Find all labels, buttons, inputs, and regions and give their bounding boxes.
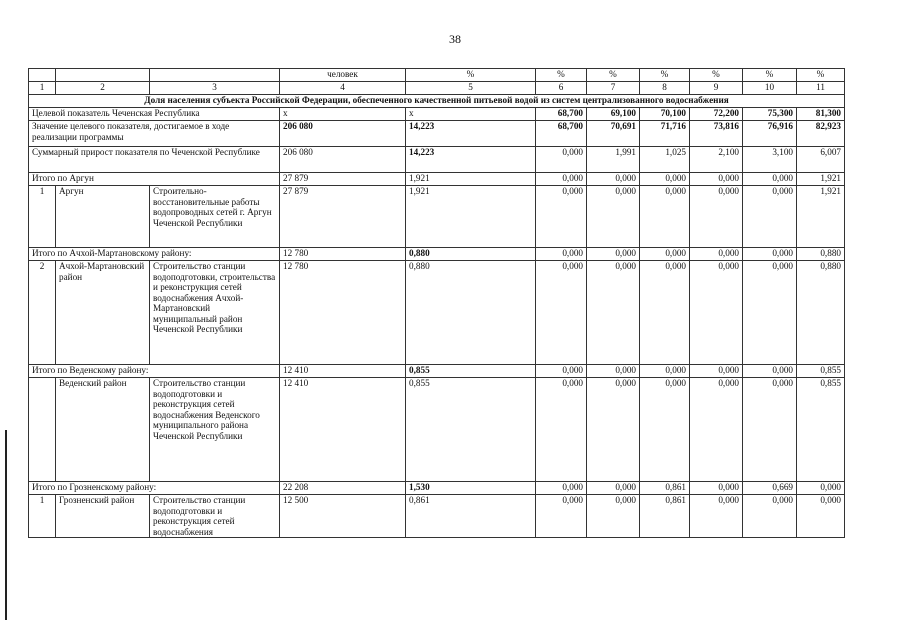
year-value: 81,300 xyxy=(797,108,845,121)
district-name: Грозненский район xyxy=(56,495,150,538)
district-total-label: Итого по Ачхой-Мартановскому району: xyxy=(29,248,280,261)
column-index: 6 xyxy=(536,82,587,95)
population-value: 12 410 xyxy=(280,365,406,378)
year-value: 3,100 xyxy=(743,147,797,173)
year-value: 0,000 xyxy=(690,482,743,495)
increase-value: 0,855 xyxy=(406,365,536,378)
year-value: 0,000 xyxy=(536,378,587,482)
unit-cell: % xyxy=(406,69,536,82)
year-value: 0,000 xyxy=(743,261,797,365)
year-value: 0,000 xyxy=(536,173,587,186)
population-value: 206 080 xyxy=(280,147,406,173)
project-row xyxy=(29,378,845,482)
year-value: 0,000 xyxy=(536,365,587,378)
section-title: Доля населения субъекта Российской Федерации, обеспеченного качественной питьевой водой из систем централизованного водоснабжения xyxy=(29,95,845,108)
district-total-label: Итого по Грозненскому району: xyxy=(29,482,280,495)
summary-label: Суммарный прирост показателя по Чеченской Республике xyxy=(29,147,280,173)
row-number: 1 xyxy=(29,186,56,248)
year-value: 1,921 xyxy=(797,186,845,248)
year-value: 70,100 xyxy=(640,108,690,121)
increase-value: 14,223 xyxy=(406,121,536,147)
year-value: 0,000 xyxy=(690,495,743,538)
year-value: 1,921 xyxy=(797,173,845,186)
population-value: 27 879 xyxy=(280,186,406,248)
year-value: 0,000 xyxy=(640,186,690,248)
year-value: 0,000 xyxy=(797,495,845,538)
year-value: 0,669 xyxy=(743,482,797,495)
year-value: 68,700 xyxy=(536,121,587,147)
unit-cell xyxy=(150,69,280,82)
project-description: Строительство станции водоподготовки и реконструкция сетей водоснабжения xyxy=(150,495,280,538)
population-value: x xyxy=(280,108,406,121)
district-name: Аргун xyxy=(56,186,150,248)
column-index: 8 xyxy=(640,82,690,95)
year-value: 71,716 xyxy=(640,121,690,147)
unit-cell: % xyxy=(743,69,797,82)
units-row xyxy=(29,69,845,82)
population-value: 27 879 xyxy=(280,173,406,186)
column-index: 10 xyxy=(743,82,797,95)
summary-label: Итого по Аргун xyxy=(29,173,280,186)
row-number xyxy=(29,378,56,482)
increase-value: 1,921 xyxy=(406,186,536,248)
year-value: 0,855 xyxy=(797,378,845,482)
year-value: 0,000 xyxy=(690,365,743,378)
summary-row xyxy=(29,121,845,147)
year-value: 1,025 xyxy=(640,147,690,173)
column-index: 11 xyxy=(797,82,845,95)
population-value: 12 410 xyxy=(280,378,406,482)
column-index: 4 xyxy=(280,82,406,95)
year-value: 0,000 xyxy=(587,365,640,378)
increase-value: 14,223 xyxy=(406,147,536,173)
increase-value: 0,880 xyxy=(406,261,536,365)
district-total-row xyxy=(29,482,845,495)
increase-value: x xyxy=(406,108,536,121)
year-value: 2,100 xyxy=(690,147,743,173)
year-value: 0,000 xyxy=(690,248,743,261)
year-value: 0,000 xyxy=(690,186,743,248)
year-value: 75,300 xyxy=(743,108,797,121)
unit-cell: % xyxy=(536,69,587,82)
project-row xyxy=(29,261,845,365)
year-value: 0,000 xyxy=(797,482,845,495)
year-value: 0,000 xyxy=(587,261,640,365)
year-value: 0,000 xyxy=(587,495,640,538)
district-total-row xyxy=(29,248,845,261)
section-title-row xyxy=(29,95,845,108)
year-value: 0,000 xyxy=(743,378,797,482)
margin-rule xyxy=(5,430,7,620)
population-value: 12 780 xyxy=(280,248,406,261)
summary-row xyxy=(29,108,845,121)
unit-cell xyxy=(56,69,150,82)
year-value: 0,861 xyxy=(640,482,690,495)
year-value: 0,880 xyxy=(797,261,845,365)
increase-value: 0,855 xyxy=(406,378,536,482)
year-value: 0,000 xyxy=(743,173,797,186)
year-value: 0,000 xyxy=(743,248,797,261)
year-value: 0,000 xyxy=(587,482,640,495)
district-total-label: Итого по Веденскому району: xyxy=(29,365,280,378)
year-value: 0,000 xyxy=(536,482,587,495)
project-row xyxy=(29,186,845,248)
year-value: 0,000 xyxy=(536,495,587,538)
year-value: 0,000 xyxy=(743,365,797,378)
year-value: 6,007 xyxy=(797,147,845,173)
column-index: 1 xyxy=(29,82,56,95)
year-value: 0,000 xyxy=(587,173,640,186)
page-number: 38 xyxy=(449,32,461,46)
district-name: Ачхой-Мартановский район xyxy=(56,261,150,365)
year-value: 0,000 xyxy=(536,261,587,365)
summary-label: Целевой показатель Чеченская Республика xyxy=(29,108,280,121)
year-value: 0,000 xyxy=(640,248,690,261)
year-value: 70,691 xyxy=(587,121,640,147)
column-index-row xyxy=(29,82,845,95)
project-description: Строительство станции водоподготовки и реконструкция сетей водоснабжения Веденского муниципального района Чеченской Республики xyxy=(150,378,280,482)
increase-value: 1,530 xyxy=(406,482,536,495)
year-value: 0,000 xyxy=(640,378,690,482)
unit-cell: % xyxy=(690,69,743,82)
increase-value: 0,861 xyxy=(406,495,536,538)
year-value: 0,855 xyxy=(797,365,845,378)
year-value: 82,923 xyxy=(797,121,845,147)
year-value: 69,100 xyxy=(587,108,640,121)
year-value: 0,000 xyxy=(640,173,690,186)
year-value: 0,000 xyxy=(743,186,797,248)
population-value: 22 208 xyxy=(280,482,406,495)
column-index: 2 xyxy=(56,82,150,95)
column-index: 9 xyxy=(690,82,743,95)
year-value: 0,000 xyxy=(536,147,587,173)
column-index: 3 xyxy=(150,82,280,95)
increase-value: 0,880 xyxy=(406,248,536,261)
column-index: 7 xyxy=(587,82,640,95)
population-value: 12 500 xyxy=(280,495,406,538)
year-value: 73,816 xyxy=(690,121,743,147)
unit-cell: % xyxy=(587,69,640,82)
year-value: 0,000 xyxy=(690,173,743,186)
year-value: 0,000 xyxy=(690,261,743,365)
row-number: 1 xyxy=(29,495,56,538)
year-value: 0,000 xyxy=(536,186,587,248)
year-value: 0,861 xyxy=(640,495,690,538)
year-value: 0,000 xyxy=(640,261,690,365)
summary-row xyxy=(29,173,845,186)
project-description: Строительство станции водоподготовки, строительства и реконструкция сетей водоснабжения Ачхой-Мартановский муниципальный район Чеченской Республики xyxy=(150,261,280,365)
year-value: 0,000 xyxy=(640,365,690,378)
year-value: 1,991 xyxy=(587,147,640,173)
summary-row xyxy=(29,147,845,173)
project-description: Строительно-восстановительные работы водопроводных сетей г. Аргун Чеченской Республики xyxy=(150,186,280,248)
year-value: 0,000 xyxy=(743,495,797,538)
summary-label: Значение целевого показателя, достигаемое в ходе реализации программы xyxy=(29,121,280,147)
year-value: 68,700 xyxy=(536,108,587,121)
year-value: 0,000 xyxy=(690,378,743,482)
district-name: Веденский район xyxy=(56,378,150,482)
year-value: 76,916 xyxy=(743,121,797,147)
district-total-row xyxy=(29,365,845,378)
population-value: 12 780 xyxy=(280,261,406,365)
year-value: 72,200 xyxy=(690,108,743,121)
unit-cell: % xyxy=(640,69,690,82)
unit-cell: человек xyxy=(280,69,406,82)
year-value: 0,000 xyxy=(536,248,587,261)
year-value: 0,880 xyxy=(797,248,845,261)
increase-value: 1,921 xyxy=(406,173,536,186)
population-value: 206 080 xyxy=(280,121,406,147)
unit-cell: % xyxy=(797,69,845,82)
year-value: 0,000 xyxy=(587,378,640,482)
row-number: 2 xyxy=(29,261,56,365)
column-index: 5 xyxy=(406,82,536,95)
unit-cell xyxy=(29,69,56,82)
year-value: 0,000 xyxy=(587,186,640,248)
year-value: 0,000 xyxy=(587,248,640,261)
project-row xyxy=(29,495,845,538)
indicator-table xyxy=(28,68,845,538)
